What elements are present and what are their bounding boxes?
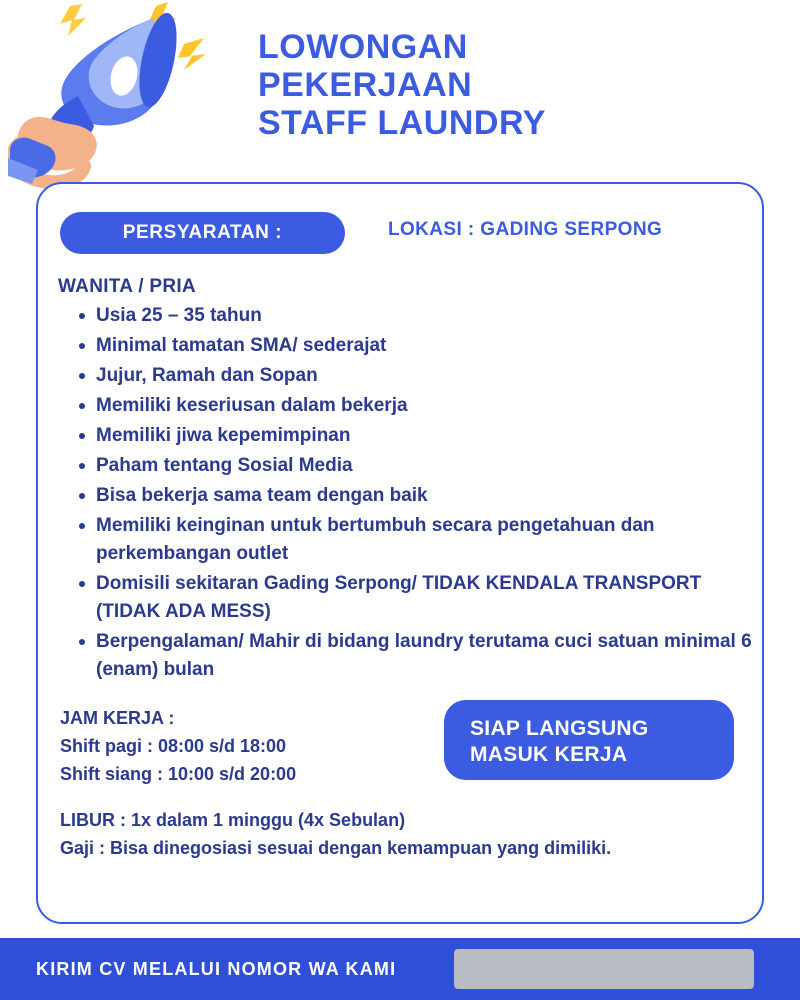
notes-block — [60, 806, 611, 862]
gender-label: WANITA / PRIA — [58, 276, 196, 297]
list-item: Berpengalaman/ Mahir di bidang laundry terutama cuci satuan minimal 6 (enam) bulan — [96, 628, 766, 684]
list-item: Bisa bekerja sama team dengan baik — [96, 482, 766, 510]
megaphone-icon — [8, 0, 238, 190]
title-line-2: PEKERJAAN — [258, 66, 473, 104]
contact-bar-label: KIRIM CV MELALUI NOMOR WA KAMI — [36, 958, 397, 979]
title-line-3: STAFF LAUNDRY — [258, 104, 546, 142]
list-item: Paham tentang Sosial Media — [96, 452, 766, 480]
location-label: LOKASI : GADING SERPONG — [388, 219, 663, 240]
list-item: Memiliki keseriusan dalam bekerja — [96, 392, 766, 420]
list-item: Minimal tamatan SMA/ sederajat — [96, 332, 766, 360]
cta-line-2: MASUK KERJA — [470, 743, 628, 766]
requirements-list — [68, 302, 766, 686]
shift-afternoon: Shift siang : 10:00 s/d 20:00 — [60, 764, 297, 784]
page-title — [258, 28, 778, 142]
list-item: Jujur, Ramah dan Sopan — [96, 362, 766, 390]
work-hours-heading: JAM KERJA : — [60, 708, 175, 728]
title-line-1: LOWONGAN — [258, 28, 468, 66]
note-gaji: Gaji : Bisa dinegosiasi sesuai dengan kemampuan yang dimiliki. — [60, 838, 612, 858]
ready-to-work-badge — [444, 700, 734, 780]
whatsapp-number-placeholder — [454, 949, 754, 989]
note-libur: LIBUR : 1x dalam 1 minggu (4x Sebulan) — [60, 810, 406, 830]
list-item: Domisili sekitaran Gading Serpong/ TIDAK KENDALA TRANSPORT (TIDAK ADA MESS) — [96, 570, 766, 626]
poster-header — [0, 0, 800, 182]
list-item: Usia 25 – 35 tahun — [96, 302, 766, 330]
contact-bar — [0, 938, 800, 1000]
cta-line-1: SIAP LANGSUNG — [470, 717, 649, 740]
list-item: Memiliki jiwa kepemimpinan — [96, 422, 766, 450]
requirements-pill-label: PERSYARATAN : — [60, 212, 345, 254]
details-card — [36, 182, 764, 924]
list-item: Memiliki keinginan untuk bertumbuh secara pengetahuan dan perkembangan outlet — [96, 512, 766, 568]
shift-morning: Shift pagi : 08:00 s/d 18:00 — [60, 736, 287, 756]
work-hours-block — [60, 704, 296, 788]
